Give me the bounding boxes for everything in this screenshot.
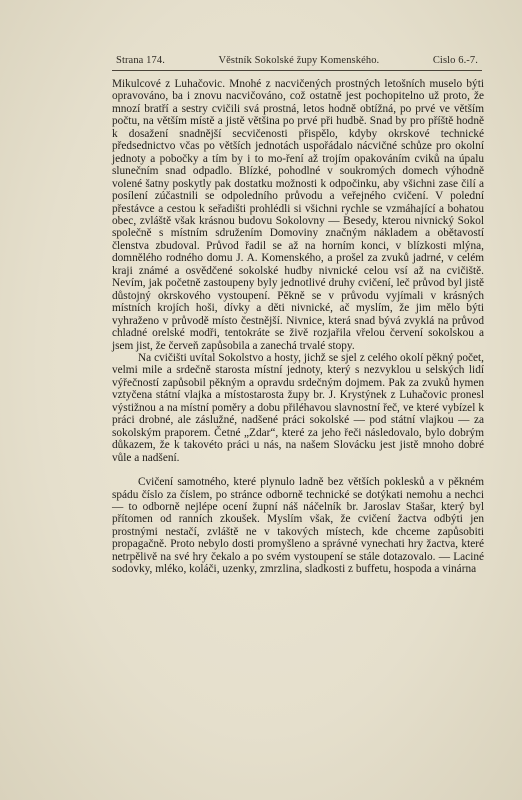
page-number: Strana 174. <box>116 55 165 66</box>
paragraph-3: Cvičení samotného, které plynulo ladně bez větších poklesků a v pěkném spádu číslo za číslem, po stránce odborně technické se dotýkati nemohu a nechci — to odborně nejlépe ocení župní náš náčelník br. Jaroslav Stašar, který byl přítomen od ranních zkoušek. Myslím však, že cvičení žactva odbýti jen prostnými nestačí, zvláště ne v takových místech, kde chceme zapůsobiti propagačně. Proto nebylo dosti promyšleno a správné vynechati hry žactva, které netrpělivě na své hry čekalo a po svém vystoupení se stále dotazovalo. — Laciné sodovky, mléko, koláči, uzenky, zmrzlina, sladkosti z buffetu, hospoda a vinárna <box>112 476 484 576</box>
header-rule <box>112 70 482 71</box>
running-header <box>116 55 478 69</box>
paragraph-1: Mikulcové z Luhačovic. Mnohé z nacvičených prostných letošních muselo býti opravováno, ba i znovu nacvičováno, což ostatně jest pochopitelno už proto, že mnozí bratří a sestry cvičili svá prostná, letos hodně obtížná, po prvé ve větším počtu, na větším místě a jistě většina po prvé při hudbě. Snad by pro příště hodně k dosažení snadnější secvičenosti přispělo, kdyby okrskové technické předsednictvo včas po větších jednotách uspořádalo nácvičné schůze pro okolní jednoty a pobočky a tím by i to mo-ření až trojím opakováním cviků na úpalu slunečním snad odpadlo. Blízké, pohodlné v soukromých domech výhodně volené šatny poskytly pak dostatku možnosti k odpočinku, aby všichni zase čilí a posílení zúčastnili se odpoledního průvodu a veřejného cvičení. V polední přestávce a cestou k seřadišti prohlédli si všichni rychle se vzmáhající a bohatou obec, zvláště však krásnou budovu Sokolovny — Besedy, kterou nivnický Sokol společně s místním sdružením Domoviny značným nákladem a obětavostí členstva zbudoval. Průvod řadil se až na horním konci, v blízkosti mlýna, domnělého rodného domu J. A. Komenského, a prošel za zvuků jadrné, v celém kraji známé a osvědčené sokolské hudby nivnické celou vsí až na cvičiště. Nevím, jak početně zastoupeny byly jednotlivé druhy cvičení, leč průvod byl jistě důstojný okrskového vystoupení. Pěkně se v průvodu vyjímali v krásných místních krojích hoši, dívky a děti nivnické, ač myslím, že jim mělo býti vyhraženo v průvodě místo čestnější. Nivnice, která snad bývá zvyklá na průvod chladné orelské modři, tentokráte se živě rozjařila vřelou červení sokolskou a jsem jist, že červeň zapůsobila a zanechá trvalé stopy. <box>112 78 484 352</box>
article-body <box>112 78 484 576</box>
issue-number: Cislo 6.-7. <box>432 55 478 66</box>
journal-title: Věstník Sokolské župy Komenského. <box>218 55 380 66</box>
paragraph-2: Na cvičišti uvítal Sokolstvo a hosty, jichž se sjel z celého okolí pěkný počet, velmi mile a srdečně starosta místní jednoty, který s nezvyklou u selských lidí výřečností zapůsobil pěkným a opravdu srdečným dojmem. Pak za zvuků hymen vztyčena státní vlajka a místostarosta župy br. J. Krystýnek z Luhačovic pronesl výstižnou a na místní poměry a dobu přiléhavou slavnostní řeč, ve které vybízel k práci drobné, ale záslužné, nadšené práci sokolské — pod státní vlajkou — za sokolským praporem. Četné „Zdar“, které za jeho řeči následovalo, bylo dobrým důkazem, že k takovéto práci u nás, na našem Slovácku jest jistě mnoho dobré vůle a nadšení. <box>112 351 484 464</box>
